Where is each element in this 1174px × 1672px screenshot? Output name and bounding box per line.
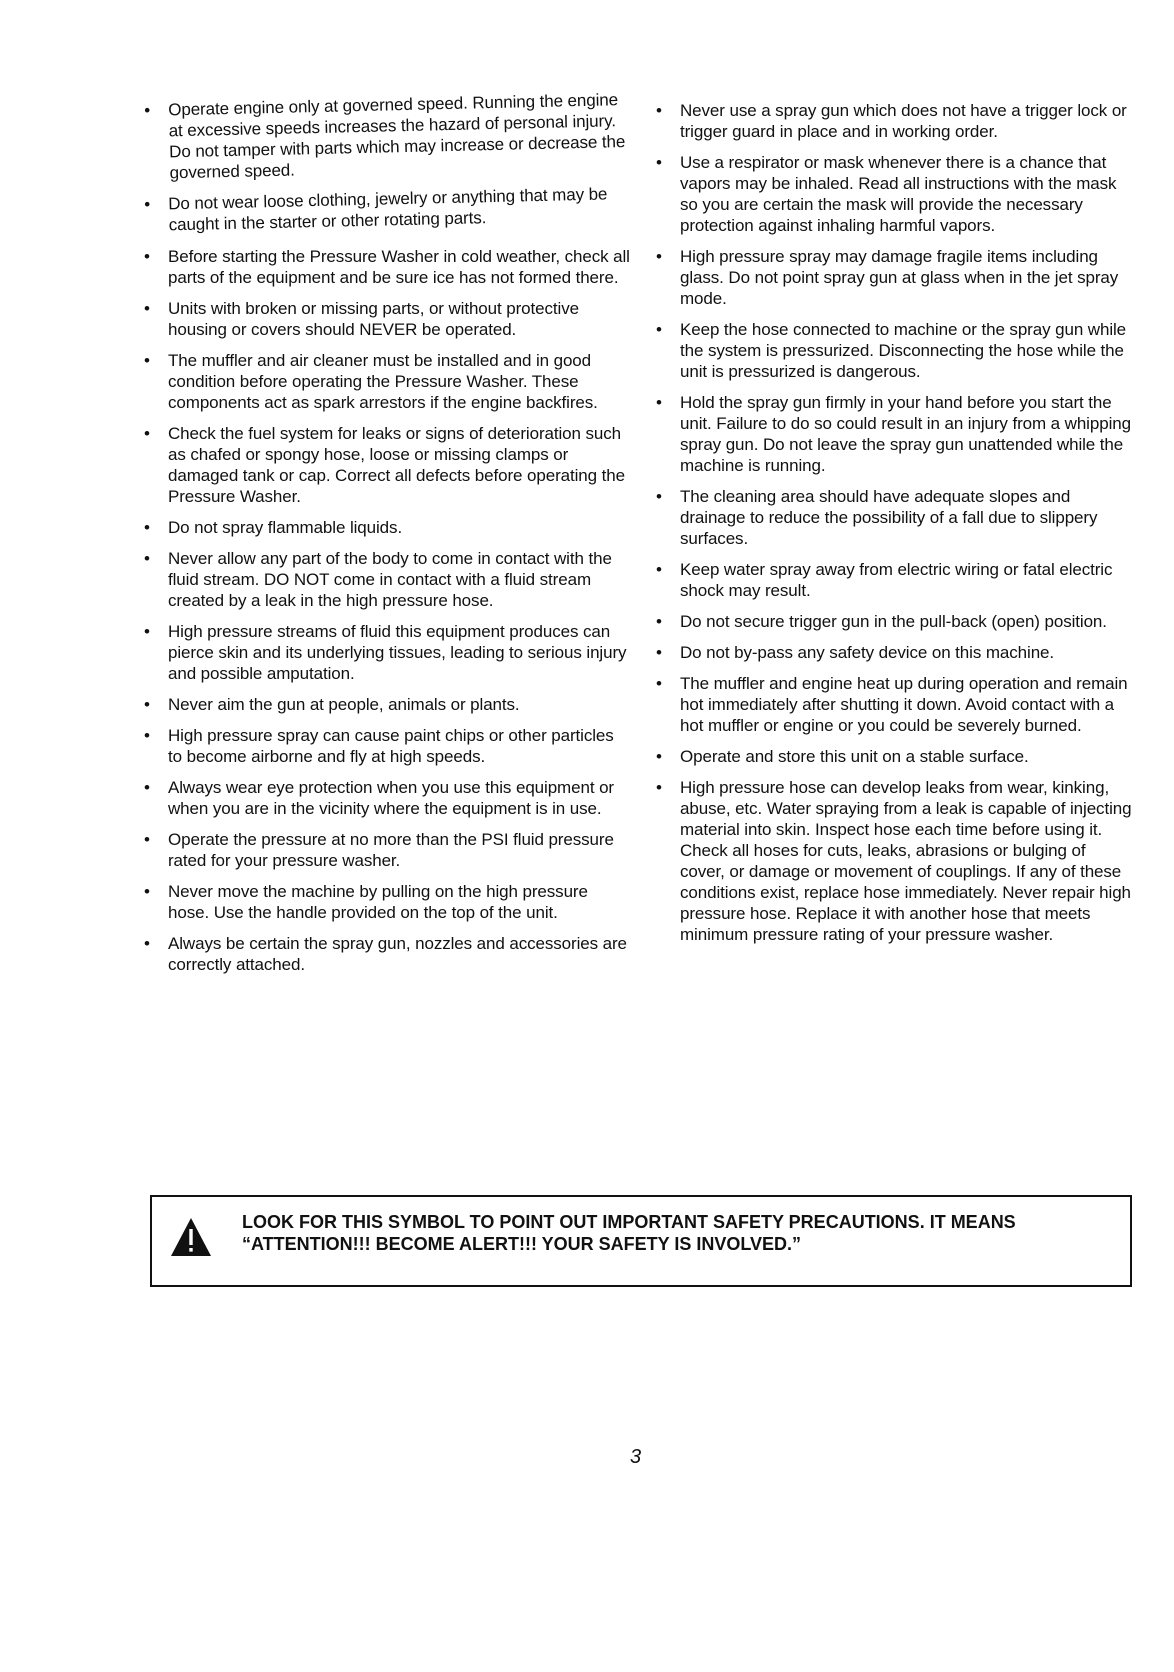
bullet-icon: • [656, 393, 662, 412]
safety-item-text: Never use a spray gun which does not have a trigger lock or trigger guard in place and in working order. [680, 101, 1127, 141]
safety-item [140, 517, 630, 538]
safety-item-text: High pressure spray may damage fragile items including glass. Do not point spray gun at glass when in the jet spray mode. [680, 247, 1119, 308]
safety-item-text: The muffler and engine heat up during operation and remain hot immediately after shutting it down. Avoid contact with a hot muffler or engine or you could be severely burned. [680, 674, 1128, 735]
safety-item [140, 183, 631, 236]
bullet-icon: • [656, 320, 662, 339]
bullet-icon: • [144, 549, 150, 568]
safety-item-text: Do not spray flammable liquids. [168, 518, 403, 537]
safety-item [652, 392, 1132, 476]
safety-item [140, 777, 630, 819]
bullet-icon: • [144, 830, 150, 849]
safety-item-text: High pressure streams of fluid this equipment produces can pierce skin and its underlying tissues, leading to serious injury and possible amputation. [168, 622, 627, 683]
bullet-icon: • [656, 643, 662, 662]
safety-item-text: Before starting the Pressure Washer in cold weather, check all parts of the equipment and be sure ice has not formed there. [168, 247, 630, 287]
page-number: 3 [630, 1446, 642, 1468]
safety-item [140, 621, 630, 684]
safety-item-text: High pressure spray can cause paint chips or other particles to become airborne and fly at high speeds. [168, 726, 614, 766]
bullet-icon: • [656, 247, 662, 266]
bullet-icon: • [656, 101, 662, 120]
warning-text: LOOK FOR THIS SYMBOL TO POINT OUT IMPORTANT SAFETY PRECAUTIONS. IT MEANS “ATTENTION!!! BECOME ALERT!!! YOUR SAFETY IS INVOLVED.” [242, 1212, 1016, 1254]
safety-item [140, 246, 630, 288]
right-safety-list [652, 100, 1132, 945]
safety-item [652, 673, 1132, 736]
bullet-icon: • [144, 424, 150, 443]
bullet-icon: • [656, 487, 662, 506]
safety-item-text: Do not secure trigger gun in the pull-back (open) position. [680, 612, 1107, 631]
bullet-icon: • [656, 778, 662, 797]
safety-symbol-notice [150, 1195, 1132, 1287]
safety-item-text: High pressure hose can develop leaks from wear, kinking, abuse, etc. Water spraying from a leak is capable of injecting material into skin. Inspect hose each time before using it. Check all hoses for cuts, leaks, abrasions or bulging of cover, or damage or movement of couplings. If any of these conditions exist, replace hose immediately. Never repair high pressure hose. Replace it with another hose that meets minimum pressure rating of your pressure washer. [680, 778, 1132, 944]
safety-item [652, 559, 1132, 601]
safety-item [140, 725, 630, 767]
bullet-icon: • [144, 518, 150, 537]
safety-item-text: The muffler and air cleaner must be installed and in good condition before operating the Pressure Washer. These components act as spark arrestors if the engine backfires. [168, 351, 598, 412]
left-column [140, 90, 630, 985]
bullet-icon: • [144, 726, 150, 745]
bullet-icon: • [144, 778, 150, 797]
safety-item-text: Operate the pressure at no more than the PSI fluid pressure rated for your pressure washer. [168, 830, 614, 870]
bullet-icon: • [144, 934, 150, 953]
safety-item [140, 933, 630, 975]
safety-item-text: Hold the spray gun firmly in your hand before you start the unit. Failure to do so could result in an injury from a whipping spray gun. Do not leave the spray gun unattended while the machine is running. [680, 393, 1131, 475]
safety-item-text: Check the fuel system for leaks or signs of deterioration such as chafed or spongy hose, loose or missing clamps or damaged tank or cap. Correct all defects before operating the Pressure Washer. [168, 424, 625, 506]
bullet-icon: • [656, 153, 662, 172]
safety-item-text: Keep water spray away from electric wiring or fatal electric shock may result. [680, 560, 1113, 600]
safety-item-text: Never aim the gun at people, animals or plants. [168, 695, 520, 714]
safety-item [652, 319, 1132, 382]
bullet-icon: • [656, 674, 662, 693]
safety-item-text: The cleaning area should have adequate slopes and drainage to reduce the possibility of a fall due to slippery surfaces. [680, 487, 1098, 548]
safety-item [652, 246, 1132, 309]
bullet-icon: • [656, 747, 662, 766]
safety-item-text: Always wear eye protection when you use this equipment or when you are in the vicinity where the equipment is in use. [168, 778, 614, 818]
safety-item [652, 746, 1132, 767]
safety-item-text: Never allow any part of the body to come in contact with the fluid stream. DO NOT come in contact with a fluid stream created by a leak in the high pressure hose. [168, 549, 612, 610]
safety-item [652, 152, 1132, 236]
safety-item-text: Always be certain the spray gun, nozzles and accessories are correctly attached. [168, 934, 627, 974]
safety-item-text: Never move the machine by pulling on the high pressure hose. Use the handle provided on the top of the unit. [168, 882, 588, 922]
safety-item-text: Operate and store this unit on a stable surface. [680, 747, 1029, 766]
bullet-icon: • [144, 247, 150, 266]
safety-item-text: Units with broken or missing parts, or without protective housing or covers should NEVER be operated. [168, 299, 579, 339]
safety-item [652, 642, 1132, 663]
safety-item [140, 350, 630, 413]
safety-item-text: Keep the hose connected to machine or the spray gun while the system is pressurized. Disconnecting the hose while the unit is pressurized is dangerous. [680, 320, 1127, 381]
left-safety-list [140, 90, 630, 975]
right-column [652, 100, 1132, 955]
safety-item [652, 611, 1132, 632]
safety-item [140, 548, 630, 611]
safety-item [140, 829, 630, 871]
bullet-icon: • [144, 622, 150, 641]
safety-item [652, 486, 1132, 549]
bullet-icon: • [144, 100, 151, 120]
safety-item [140, 423, 630, 507]
safety-item [652, 100, 1132, 142]
safety-item-text: Do not by-pass any safety device on this machine. [680, 643, 1055, 662]
bullet-icon: • [144, 882, 150, 901]
safety-item [140, 694, 630, 715]
bullet-icon: • [144, 299, 150, 318]
safety-item [652, 777, 1132, 945]
safety-item-text: Do not wear loose clothing, jewelry or anything that may be caught in the starter or other rotating parts. [168, 184, 608, 235]
bullet-icon: • [144, 351, 150, 370]
bullet-icon: • [144, 194, 151, 214]
safety-item [140, 89, 632, 184]
safety-item [140, 298, 630, 340]
safety-item-text: Operate engine only at governed speed. Running the engine at excessive speeds increases the hazard of personal injury. Do not tamper with parts which may increase or decrease the governed speed. [168, 90, 626, 183]
bullet-icon: • [656, 612, 662, 631]
safety-item-text: Use a respirator or mask whenever there is a chance that vapors may be inhaled. Read all instructions with the mask so you are certain the mask will provide the necessary protection against inhaling harmful vapors. [680, 153, 1117, 235]
bullet-icon: • [656, 560, 662, 579]
safety-item [140, 881, 630, 923]
bullet-icon: • [144, 695, 150, 714]
warning-triangle-icon [170, 1217, 212, 1257]
